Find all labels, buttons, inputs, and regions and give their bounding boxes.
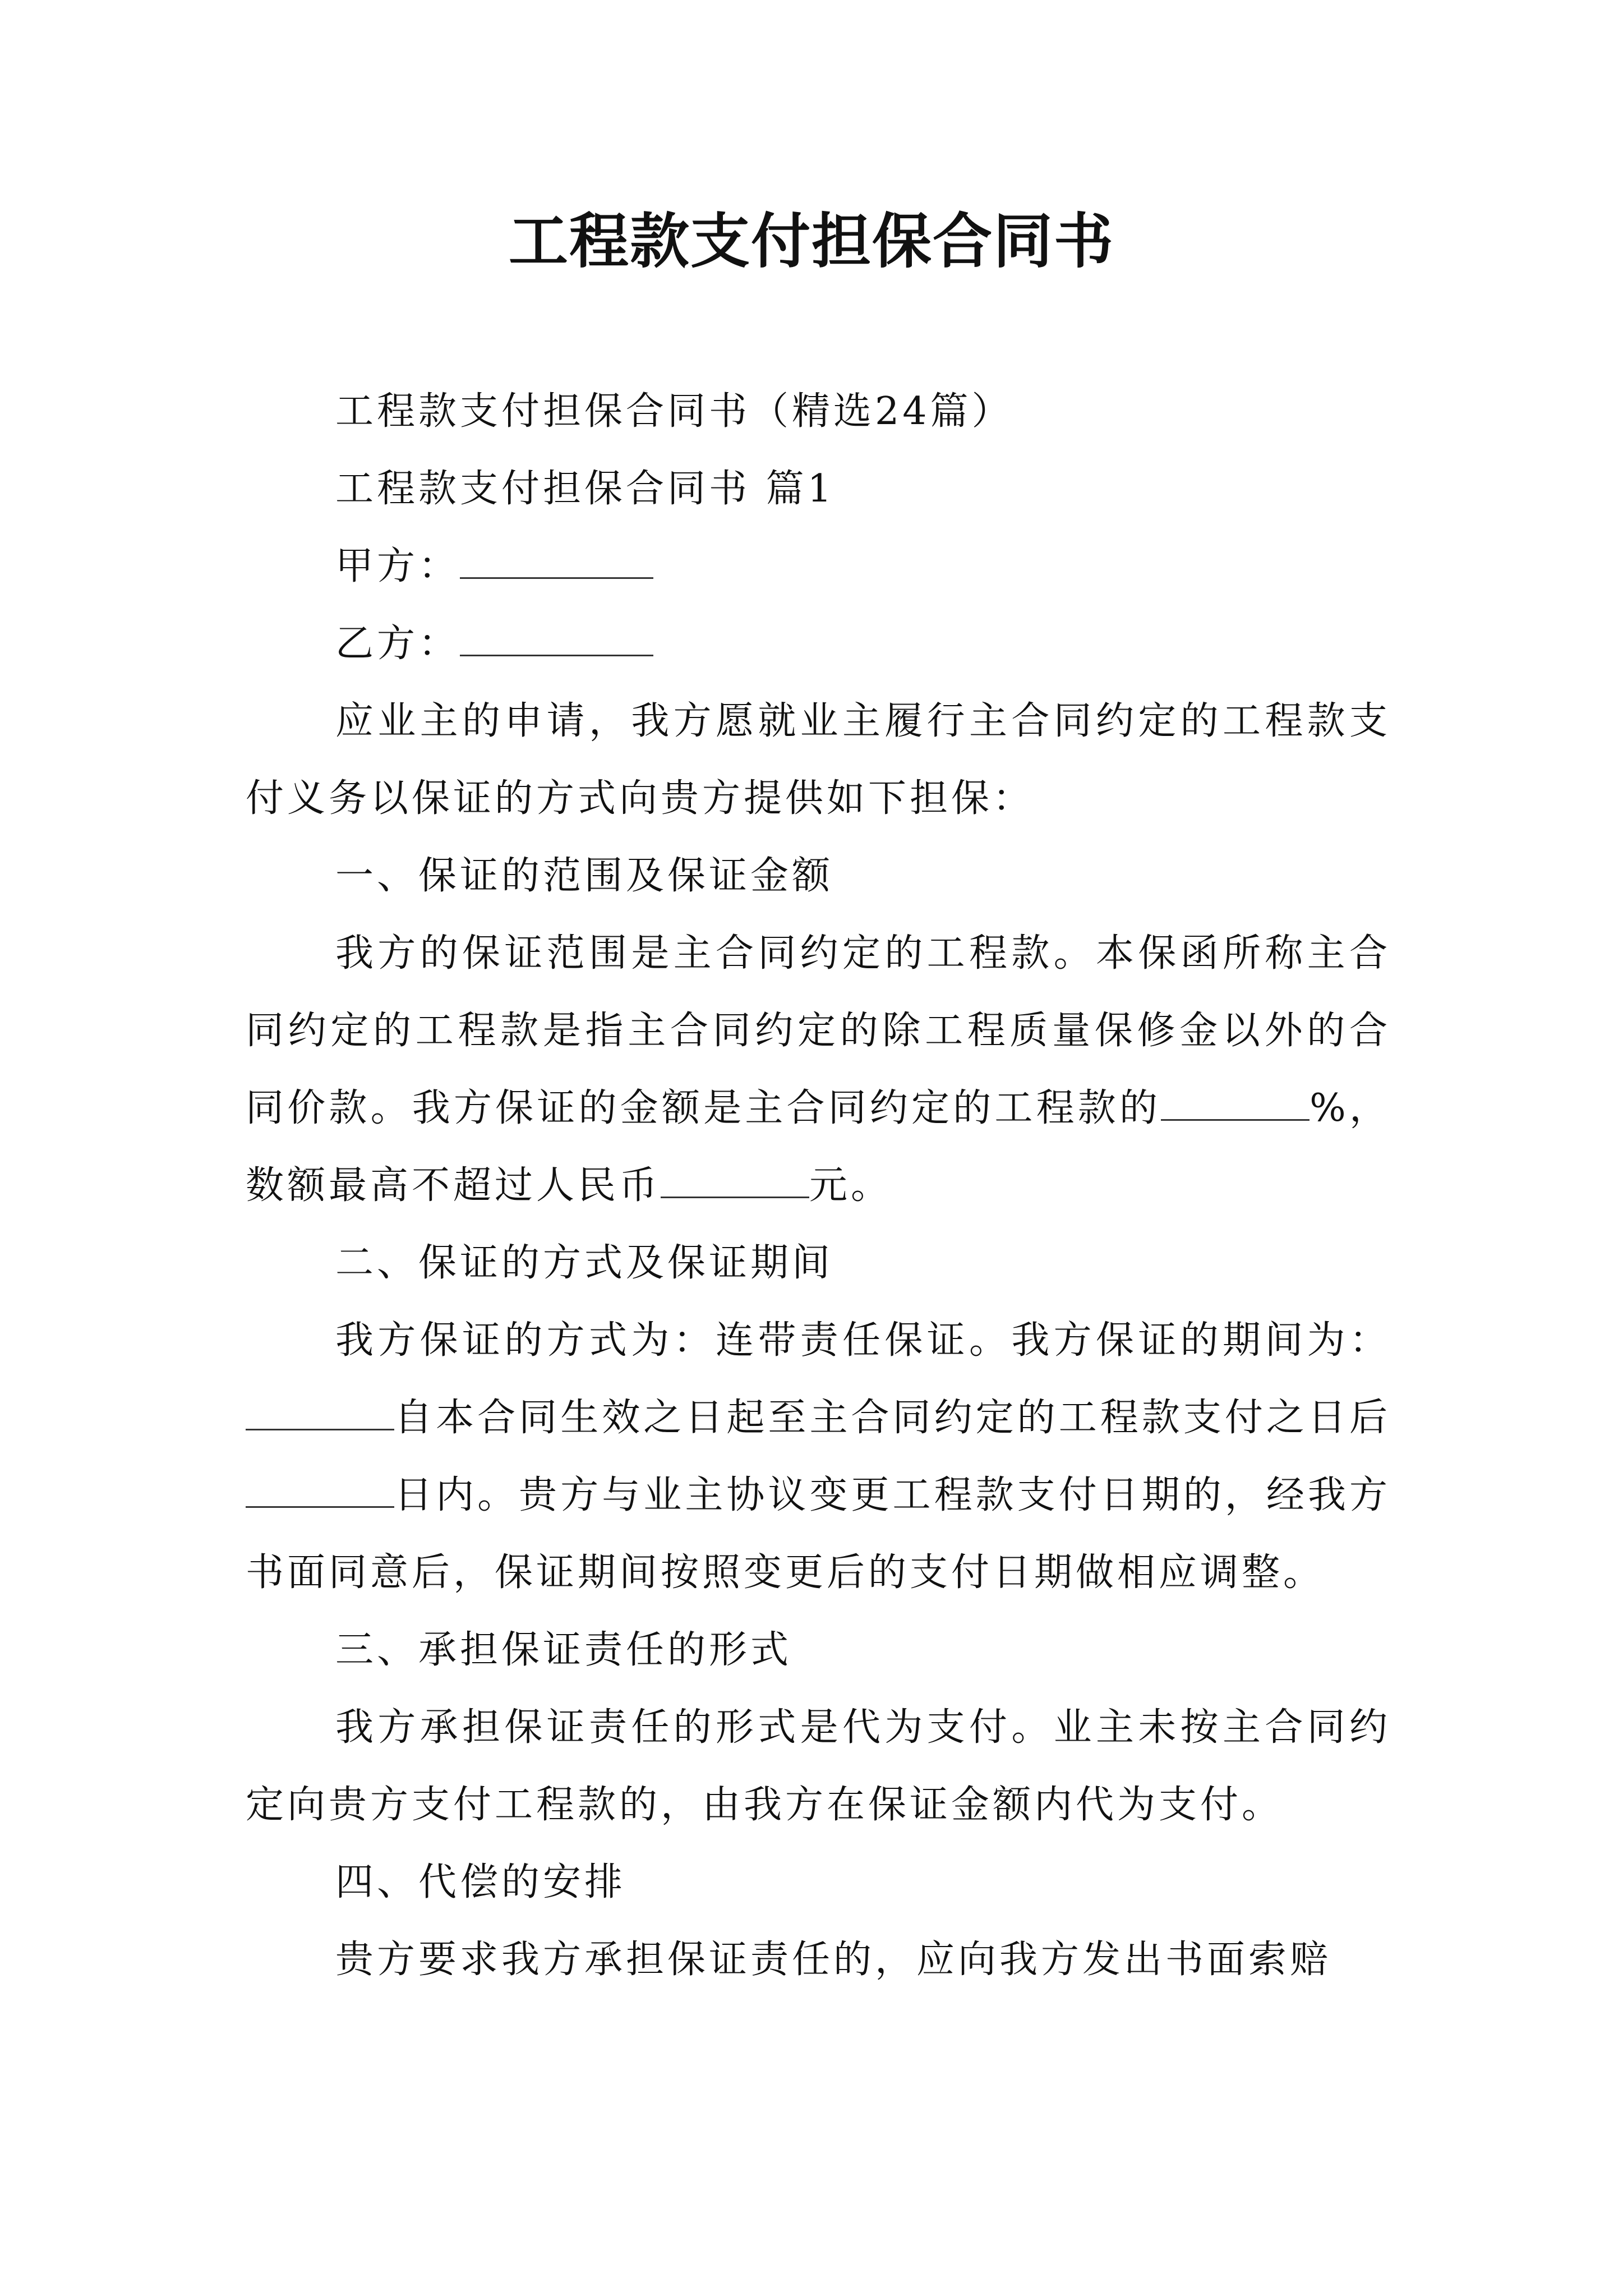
paragraph-2-text-b: 自本合同生效之日起至主合同约定的工程款支付之日后: [394, 1396, 1391, 1440]
document-body: [246, 373, 1391, 1999]
percent-blank: [1161, 1076, 1310, 1121]
heading-2: 二、保证的方式及保证期间: [335, 1241, 834, 1285]
party-b-blank: [460, 612, 653, 656]
party-b-line: [246, 605, 1391, 683]
document-title: 工程款支付担保合同书: [509, 206, 1114, 276]
party-b-label: 乙方：: [335, 622, 460, 666]
heading-3: 三、承担保证责任的形式: [335, 1628, 792, 1672]
paragraph-2-text-a: 我方保证的方式为：连带责任保证。我方保证的期间为：: [335, 1318, 1391, 1363]
paragraph-4: 贵方要求我方承担保证责任的，应向我方发出书面索赔: [335, 1938, 1332, 1982]
party-a-line: [246, 528, 1391, 605]
paragraph-1-text-c: 元。: [809, 1163, 893, 1208]
paragraph-1-text-b: %，数额最高不超过人民币: [246, 1086, 1391, 1208]
party-a-blank: [460, 535, 653, 579]
document-subtitle: 工程款支付担保合同书（精选24篇）: [335, 389, 1013, 434]
period-start-blank: [246, 1386, 394, 1430]
paragraph-2: [246, 1302, 1391, 1612]
party-a-label: 甲方：: [335, 544, 460, 588]
heading-1: 一、保证的范围及保证金额: [335, 854, 834, 898]
paragraph-3: 我方承担保证责任的形式是代为支付。业主未按主合同约定向贵方支付工程款的，由我方在保证金额内代为支付。: [246, 1705, 1391, 1827]
paragraph-2-text-c: 日内。贵方与业主协议变更工程款支付日期的，经我方书面同意后，保证期间按照变更后的支付日期做相应调整。: [246, 1473, 1391, 1595]
period-days-blank: [246, 1464, 394, 1508]
paragraph-1: [246, 915, 1391, 1225]
section-heading: 工程款支付担保合同书 篇1: [335, 467, 835, 511]
heading-4: 四、代偿的安排: [335, 1860, 626, 1904]
amount-blank: [661, 1154, 809, 1198]
paragraph-1-text-a: 我方的保证范围是主合同约定的工程款。本保函所称主合同约定的工程款是指主合同约定的除工程质量保修金以外的合同价款。我方保证的金额是主合同约定的工程款的: [246, 931, 1391, 1130]
intro-paragraph: 应业主的申请，我方愿就业主履行主合同约定的工程款支付义务以保证的方式向贵方提供如下担保：: [246, 699, 1391, 821]
